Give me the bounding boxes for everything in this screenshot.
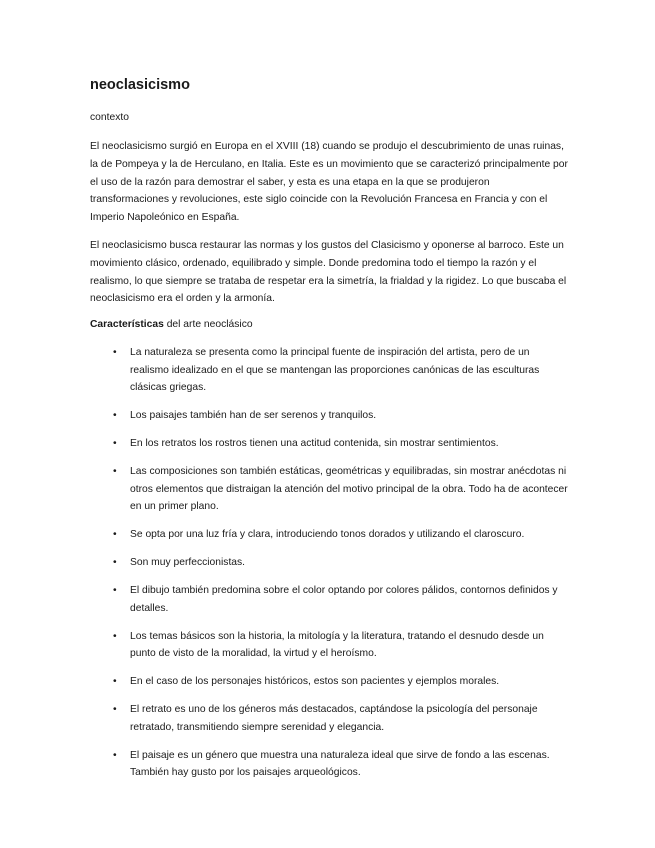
list-item: [90, 526, 568, 544]
list-item-text: El retrato es uno de los géneros más destacados, captándose la psicología del personaje retratado, transmitiendo siempre serenidad y elegancia.: [130, 704, 538, 733]
bullet-icon: •: [113, 585, 117, 597]
bullet-icon: •: [113, 676, 117, 688]
list-item: [90, 673, 568, 691]
list-item-text: Los paisajes también han de ser serenos y tranquilos.: [130, 410, 377, 422]
bullet-icon: •: [113, 529, 117, 541]
list-item: [90, 582, 568, 617]
page-title: neoclasicismo: [90, 77, 190, 93]
characteristics-heading: [90, 318, 568, 332]
characteristics-list: [90, 344, 568, 782]
list-item: [90, 407, 568, 425]
characteristics-heading-rest: del arte neoclásico: [163, 319, 253, 331]
list-item-text: El dibujo también predomina sobre el color optando por colores pálidos, contornos definidos y detalles.: [130, 585, 558, 614]
bullet-icon: •: [113, 630, 117, 642]
bullet-icon: •: [113, 347, 117, 359]
bullet-icon: •: [113, 749, 117, 761]
bullet-icon: •: [113, 438, 117, 450]
bullet-icon: •: [113, 466, 117, 478]
paragraph-description: El neoclasicismo busca restaurar las normas y los gustos del Clasicismo y oponerse al barroco. Este un movimiento clásico, ordenado, equilibrado y simple. Donde predomina todo el tiempo la razón y el realismo, lo que siempre se trataba de respetar era la simetría, la frialdad y la rigidez. Lo que buscaba el neoclasicismo era el orden y la armonía.: [90, 239, 567, 305]
list-item-text: Son muy perfeccionistas.: [130, 557, 246, 569]
paragraph-intro: El neoclasicismo surgió en Europa en el XVIII (18) cuando se produjo el descubrimiento de unas ruinas, la de Pompeya y la de Herculano, en Italia. Este es un movimiento que se caracterizó principalmente por el uso de la razón para demostrar el saber, y esta es una etapa en la que se produjeron transformaciones y revoluciones, este siglo coincide con la Revolución Francesa en Francia y con el Imperio Napoleónico en España.: [90, 141, 568, 224]
list-item-text: Los temas básicos son la historia, la mitología y la literatura, tratando el desnudo desde un punto de visto de la moralidad, la virtud y el heroísmo.: [130, 630, 544, 660]
list-item-text: En los retratos los rostros tienen una actitud contenida, sin mostrar sentimientos.: [130, 438, 499, 450]
list-item-text: Se opta por una luz fría y clara, introduciendo tonos dorados y utilizando el claroscuro.: [130, 529, 525, 541]
list-item-text: Las composiciones son también estáticas, geométricas y equilibradas, sin mostrar anécdotas ni otros elementos que distraigan la atención del motivo principal de la obra. Todo ha de acontecer en un primer plano.: [130, 466, 568, 513]
bullet-icon: •: [113, 704, 117, 716]
bullet-icon: •: [113, 410, 117, 422]
document-content: [90, 76, 568, 792]
list-item-text: En el caso de los personajes históricos, estos son pacientes y ejemplos morales.: [130, 676, 500, 688]
bullet-icon: •: [113, 557, 117, 569]
list-item-text: El paisaje es un género que muestra una naturaleza ideal que sirve de fondo a las escenas. También hay gusto por los paisajes arqueológicos.: [130, 749, 550, 779]
list-item-text: La naturaleza se presenta como la principal fuente de inspiración del artista, pero de un realismo idealizado en el que se mantengan las proporciones canónicas de las esculturas clásicas griegas.: [130, 347, 540, 394]
list-item: [90, 435, 568, 453]
list-item: [90, 747, 568, 782]
list-item: [90, 344, 568, 397]
characteristics-heading-bold: Características: [90, 319, 164, 331]
list-item: [90, 463, 568, 516]
list-item: [90, 701, 568, 736]
list-item: [90, 628, 568, 663]
list-item: [90, 554, 568, 572]
context-subtitle: contexto: [90, 112, 129, 123]
